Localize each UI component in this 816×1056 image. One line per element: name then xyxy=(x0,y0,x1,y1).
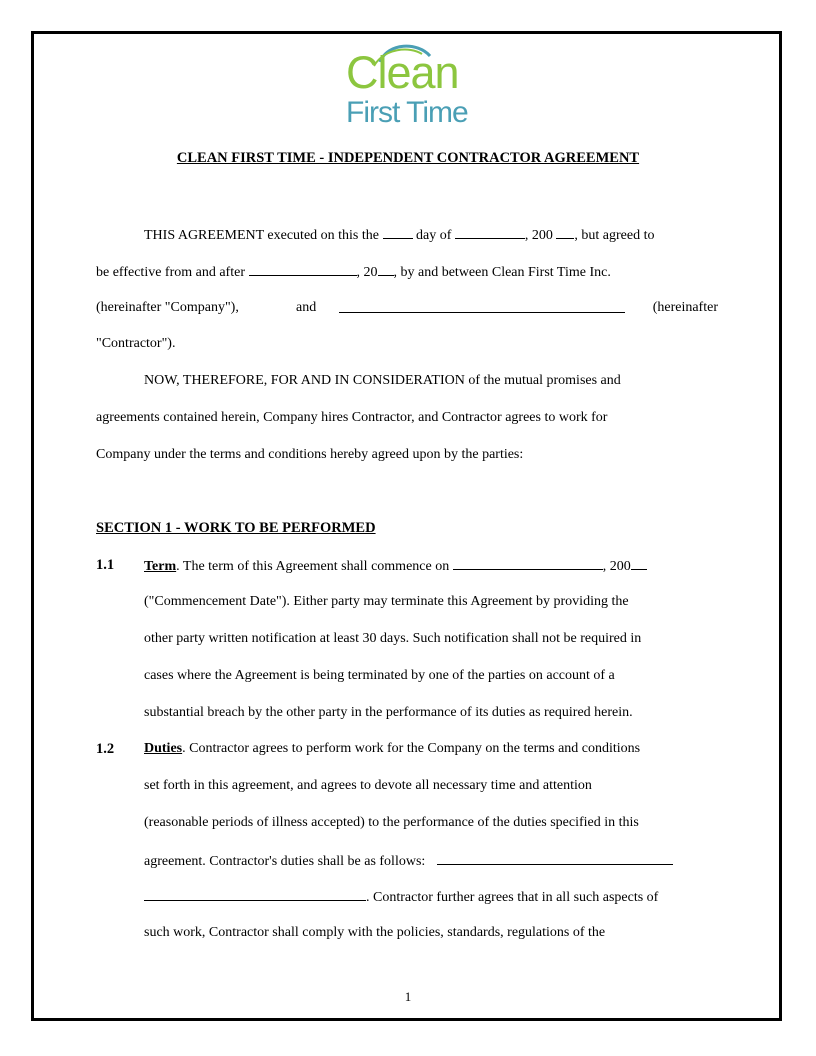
company-logo xyxy=(340,40,480,132)
intro-line-3 xyxy=(96,300,718,316)
clause-text: agreement. Contractor's duties shall be as follows: xyxy=(144,854,426,869)
clause-1-1-line-1 xyxy=(144,557,647,575)
duties-blank[interactable] xyxy=(437,852,673,865)
intro-line-4: "Contractor"). xyxy=(96,336,176,351)
intro-text: , 200 xyxy=(524,228,553,243)
clause-1-1-line-5: substantial breach by the other party in the performance of its duties as required herein. xyxy=(144,705,633,720)
intro-text: (hereinafter xyxy=(652,300,718,315)
month-blank[interactable] xyxy=(455,226,525,239)
year-blank[interactable] xyxy=(556,226,574,239)
logo-text-first-time: First Time xyxy=(346,96,468,129)
clause-1-2-line-6: such work, Contractor shall comply with the policies, standards, regulations of the xyxy=(144,925,606,940)
consideration-line-1: NOW, THEREFORE, FOR AND IN CONSIDERATION of the mutual promises and xyxy=(144,373,621,388)
clause-1-1-line-3: other party written notification at least 30 days. Such notification shall not be required in xyxy=(144,631,642,646)
clause-number: 1.1 xyxy=(96,557,115,573)
clause-1-2-line-3: (reasonable periods of illness accepted) to the performance of the duties specified in this xyxy=(144,815,639,830)
intro-line-1 xyxy=(144,226,654,244)
section-1-heading: SECTION 1 - WORK TO BE PERFORMED xyxy=(96,520,376,536)
clause-1-2-line-4 xyxy=(144,852,673,870)
consideration-line-3: Company under the terms and conditions hereby agreed upon by the parties: xyxy=(96,447,524,462)
intro-line-2 xyxy=(96,263,611,281)
clause-1-2-line-2: set forth in this agreement, and agrees to devote all necessary time and attention xyxy=(144,778,592,793)
effective-date-blank[interactable] xyxy=(249,263,357,276)
duties-blank-continued[interactable] xyxy=(144,888,366,901)
consideration-line-2: agreements contained herein, Company hires Contractor, and Contractor agrees to work for xyxy=(96,410,608,425)
clause-1-2-line-5 xyxy=(144,888,658,906)
intro-text: , but agreed to xyxy=(574,228,655,243)
intro-text: THIS AGREEMENT executed on this the xyxy=(144,228,379,243)
effective-year-blank[interactable] xyxy=(378,263,394,276)
clause-text: . Contractor further agrees that in all such aspects of xyxy=(366,890,659,905)
clause-term: Duties xyxy=(144,741,183,756)
clause-text: . The term of this Agreement shall commence on xyxy=(176,559,450,574)
commence-year-blank[interactable] xyxy=(631,557,647,570)
clause-term: Term xyxy=(144,559,177,574)
intro-text: , by and between Clean First Time Inc. xyxy=(393,265,611,280)
intro-text: and xyxy=(296,300,317,315)
intro-text: (hereinafter "Company"), xyxy=(96,300,239,315)
intro-text: be effective from and after xyxy=(96,265,245,280)
clause-text: , 200 xyxy=(602,559,631,574)
clause-1-2-line-1 xyxy=(144,741,640,757)
clause-1-1-line-4: cases where the Agreement is being terminated by one of the parties on account of a xyxy=(144,668,615,683)
intro-text: day of xyxy=(416,228,452,243)
logo-text-clean: Clean xyxy=(346,47,459,98)
clause-1-1-line-2: ("Commencement Date"). Either party may terminate this Agreement by providing the xyxy=(144,594,629,609)
clause-text: . Contractor agrees to perform work for the Company on the terms and conditions xyxy=(182,741,641,756)
page-number: 1 xyxy=(404,989,412,1004)
day-blank[interactable] xyxy=(383,226,413,239)
intro-text: , 20 xyxy=(356,265,378,280)
clause-number: 1.2 xyxy=(96,741,115,757)
contractor-name-blank[interactable] xyxy=(339,300,625,313)
document-title: CLEAN FIRST TIME - INDEPENDENT CONTRACTOR AGREEMENT xyxy=(176,150,640,166)
commence-date-blank[interactable] xyxy=(453,557,603,570)
